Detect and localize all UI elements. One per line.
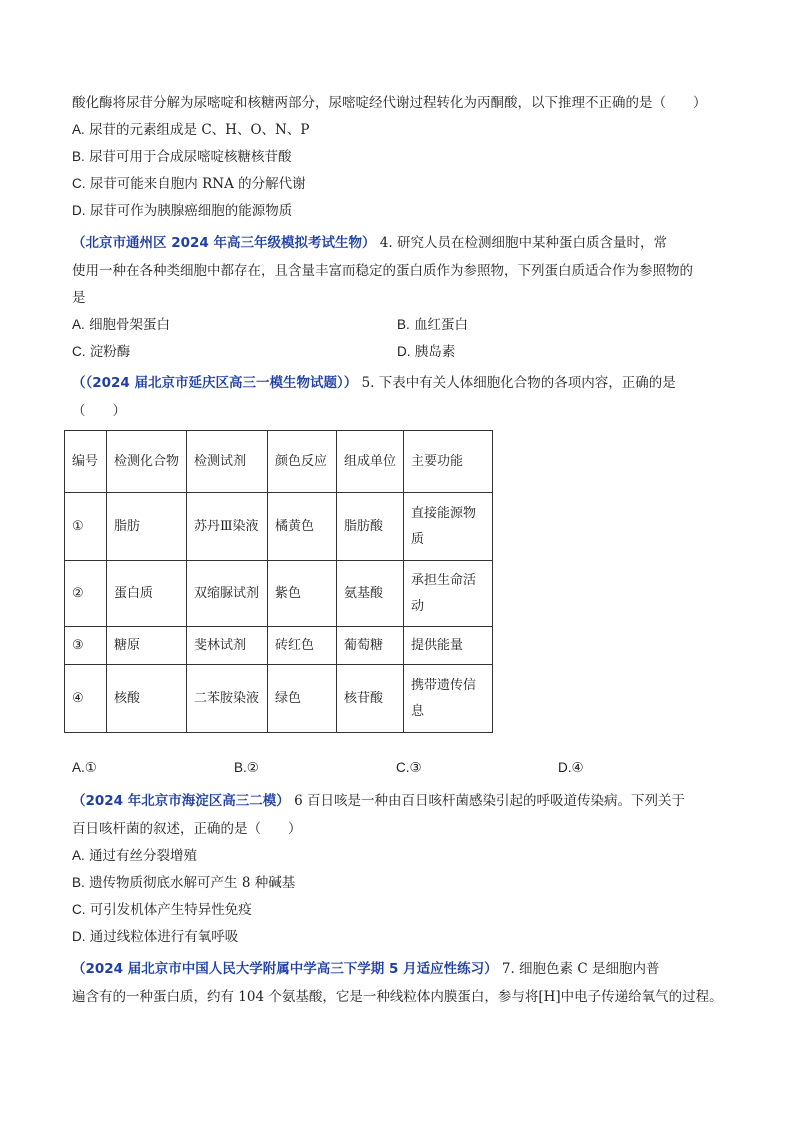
option-text: 通过线粒体进行有氧呼吸 bbox=[89, 929, 239, 945]
q4-header bbox=[72, 233, 667, 253]
q4-option-d bbox=[397, 342, 455, 362]
option-label: C. bbox=[396, 760, 410, 775]
table-cell: 蛋白质 bbox=[107, 561, 187, 627]
q5-stem-1: 5. 下表中有关人体细胞化合物的各项内容，正确的是 bbox=[361, 375, 676, 391]
option-text: 可引发机体产生特异性免疫 bbox=[89, 902, 252, 918]
option-text: 细胞骨架蛋白 bbox=[89, 317, 171, 333]
option-text: ① bbox=[84, 760, 97, 776]
q6-header bbox=[72, 791, 685, 811]
q6-option-a bbox=[72, 846, 197, 866]
q7-stem-2: 遍含有的一种蛋白质，约有 104 个氨基酸，它是一种线粒体内膜蛋白，参与将[H]中电子传递给氧气的过程。 bbox=[72, 989, 723, 1005]
option-text: 胰岛素 bbox=[414, 344, 456, 360]
q7-header bbox=[72, 959, 659, 979]
option-text: 血红蛋白 bbox=[414, 317, 469, 333]
q6-source: （2024 年北京市海淀区高三二模） bbox=[72, 793, 290, 809]
compound-table bbox=[64, 430, 493, 733]
table-cell: ② bbox=[65, 561, 107, 627]
q6-stem-1: 6 百日咳是一种由百日咳杆菌感染引起的呼吸道传染病。下列关于 bbox=[294, 793, 685, 809]
option-label: A. bbox=[72, 122, 85, 137]
option-label: C. bbox=[72, 176, 86, 191]
table-cell: 脂肪 bbox=[107, 493, 187, 561]
table-cell: 二苯胺染液 bbox=[187, 665, 268, 733]
option-label: B. bbox=[72, 149, 85, 164]
table-cell: 脂肪酸 bbox=[337, 493, 404, 561]
table-cell: 承担生命活动 bbox=[404, 561, 493, 627]
table-cell: 砖红色 bbox=[268, 627, 337, 665]
table-cell: 直接能源物质 bbox=[404, 493, 493, 561]
table-header-row bbox=[65, 431, 493, 493]
table-cell: 紫色 bbox=[268, 561, 337, 627]
table-cell: 苏丹Ⅲ染液 bbox=[187, 493, 268, 561]
option-label: A. bbox=[72, 317, 85, 332]
table-cell: ③ bbox=[65, 627, 107, 665]
q6-option-c bbox=[72, 900, 252, 920]
option-text: ② bbox=[246, 760, 259, 776]
q3-option-a bbox=[72, 120, 309, 140]
option-label: D. bbox=[72, 203, 86, 218]
option-text: ④ bbox=[571, 760, 584, 776]
q5-option-b bbox=[234, 758, 259, 778]
table-cell: 橘黄色 bbox=[268, 493, 337, 561]
table-cell: 提供能量 bbox=[404, 627, 493, 665]
table-cell: ① bbox=[65, 493, 107, 561]
table-header-cell: 组成单位 bbox=[337, 431, 404, 493]
table-row bbox=[65, 627, 493, 665]
q4-stem-3: 是 bbox=[72, 290, 86, 306]
q6-stem-2: 百日咳杆菌的叙述，正确的是（ ） bbox=[72, 821, 302, 837]
option-text: 尿苷可能来自胞内 RNA 的分解代谢 bbox=[89, 176, 306, 192]
option-text: 尿苷可用于合成尿嘧啶核糖核苷酸 bbox=[89, 149, 292, 165]
q5-stem-2: （ ） bbox=[72, 403, 126, 419]
table-cell: 核苷酸 bbox=[337, 665, 404, 733]
table-cell: 双缩脲试剂 bbox=[187, 561, 268, 627]
option-label: A. bbox=[72, 760, 85, 775]
table-cell: 绿色 bbox=[268, 665, 337, 733]
q5-header bbox=[72, 373, 676, 393]
q3-option-d bbox=[72, 201, 292, 221]
q3-option-b bbox=[72, 147, 292, 167]
q4-source: （北京市通州区 2024 年高三年级模拟考试生物） bbox=[72, 235, 376, 251]
table-cell: ④ bbox=[65, 665, 107, 733]
option-label: B. bbox=[234, 760, 247, 775]
option-label: D. bbox=[397, 344, 411, 359]
q4-option-b bbox=[397, 315, 468, 335]
q5-option-a bbox=[72, 758, 97, 778]
table-header-cell: 检测试剂 bbox=[187, 431, 268, 493]
option-text: 通过有丝分裂增殖 bbox=[89, 848, 198, 864]
option-text: ③ bbox=[409, 760, 422, 776]
q3-option-c bbox=[72, 174, 306, 194]
table-cell: 携带遗传信息 bbox=[404, 665, 493, 733]
table-cell: 斐林试剂 bbox=[187, 627, 268, 665]
table-header-cell: 主要功能 bbox=[404, 431, 493, 493]
q7-source: （2024 届北京市中国人民大学附属中学高三下学期 5 月适应性练习） bbox=[72, 961, 498, 977]
option-label: C. bbox=[72, 902, 86, 917]
q5-source: （（2024 届北京市延庆区高三一模生物试题）） bbox=[72, 375, 358, 391]
option-label: C. bbox=[72, 344, 86, 359]
table-cell: 糖原 bbox=[107, 627, 187, 665]
q5-option-d bbox=[558, 758, 584, 778]
table-row bbox=[65, 665, 493, 733]
table-header-cell: 检测化合物 bbox=[107, 431, 187, 493]
q4-stem-1: 4. 研究人员在检测细胞中某种蛋白质含量时，常 bbox=[379, 235, 667, 251]
table-cell: 氨基酸 bbox=[337, 561, 404, 627]
table-cell: 核酸 bbox=[107, 665, 187, 733]
option-text: 淀粉酶 bbox=[89, 344, 131, 360]
q6-option-b bbox=[72, 873, 295, 893]
table-cell: 葡萄糖 bbox=[337, 627, 404, 665]
table-row bbox=[65, 561, 493, 627]
option-label: A. bbox=[72, 848, 85, 863]
q4-stem-2: 使用一种在各种类细胞中都存在，且含量丰富而稳定的蛋白质作为参照物，下列蛋白质适合作为参照物的 bbox=[72, 263, 693, 279]
q6-option-d bbox=[72, 927, 238, 947]
option-label: D. bbox=[558, 760, 572, 775]
table-row bbox=[65, 493, 493, 561]
option-label: B. bbox=[72, 875, 85, 890]
option-text: 尿苷的元素组成是 C、H、O、N、P bbox=[89, 122, 310, 138]
table-header-cell: 编号 bbox=[65, 431, 107, 493]
option-label: B. bbox=[397, 317, 410, 332]
q7-stem-1: 7. 细胞色素 C 是细胞内普 bbox=[501, 961, 660, 977]
q5-option-c bbox=[396, 758, 422, 778]
option-text: 尿苷可作为胰腺癌细胞的能源物质 bbox=[89, 203, 293, 219]
option-label: D. bbox=[72, 929, 86, 944]
option-text: 遗传物质彻底水解可产生 8 种碱基 bbox=[89, 875, 296, 891]
q4-option-c bbox=[72, 342, 130, 362]
table-header-cell: 颜色反应 bbox=[268, 431, 337, 493]
q4-option-a bbox=[72, 315, 170, 335]
q3-stem: 酸化酶将尿苷分解为尿嘧啶和核糖两部分，尿嘧啶经代谢过程转化为丙酮酸，以下推理不正确的是（ ） bbox=[72, 95, 707, 111]
